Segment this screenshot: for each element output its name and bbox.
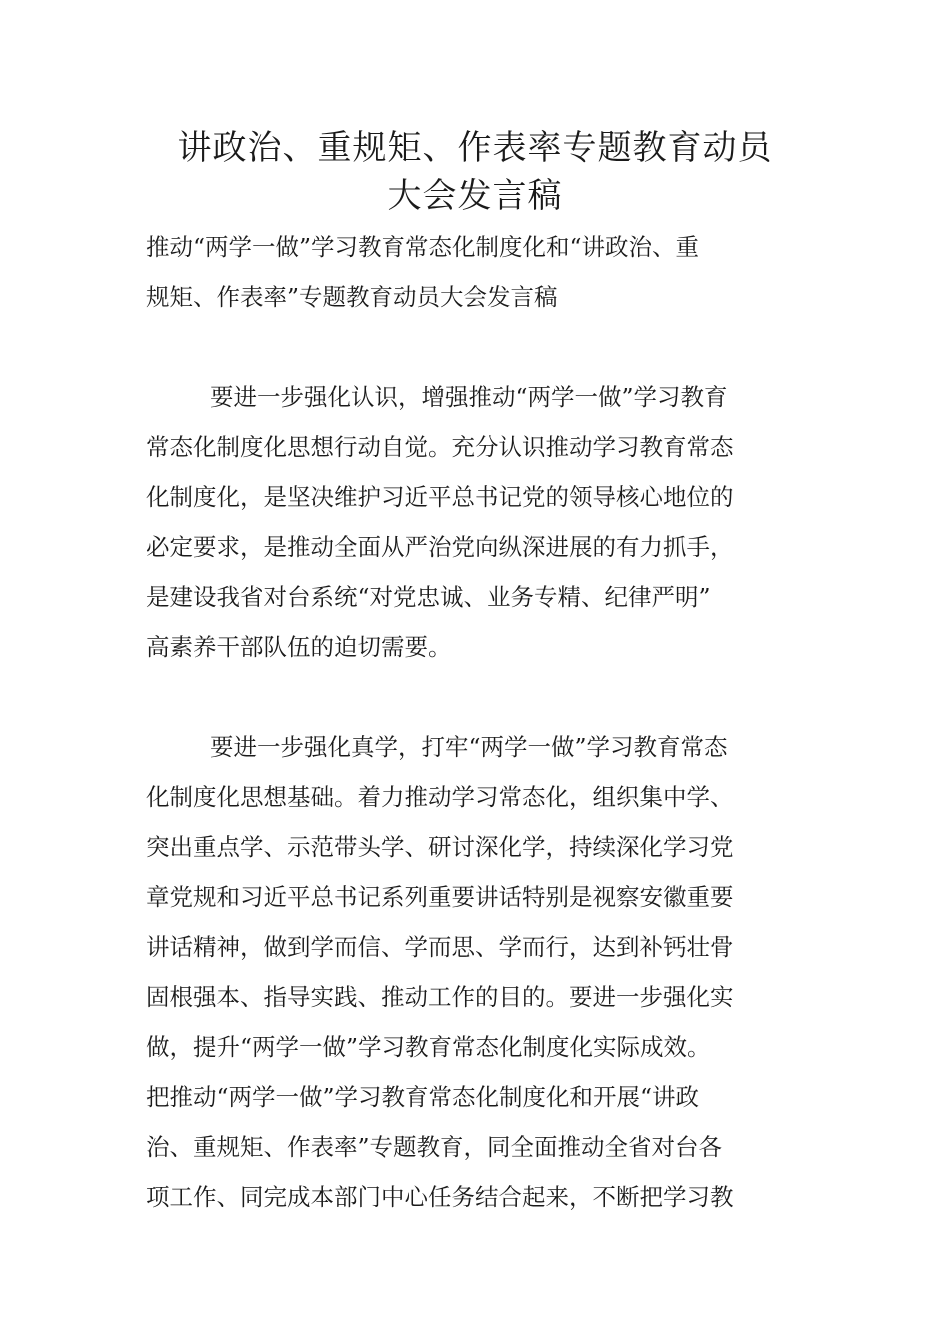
paragraph-line: 要进一步强化认识，增强推动“两学一做”学习教育 xyxy=(210,383,728,411)
paragraph-line: 项工作、同完成本部门中心任务结合起来，不断把学习教 xyxy=(146,1183,734,1211)
paragraph-line: 必定要求，是推动全面从严治党向纵深进展的有力抓手， xyxy=(146,533,734,561)
paragraph-2 xyxy=(146,722,808,1222)
paragraph-line: 治、重规矩、作表率”专题教育，同全面推动全省对台各 xyxy=(146,1133,723,1161)
paragraph-line: 高素养干部队伍的迫切需要。 xyxy=(146,633,452,661)
paragraph-line: 讲话精神，做到学而信、学而思、学而行，达到补钙壮骨 xyxy=(146,933,734,961)
document-title xyxy=(120,124,830,220)
paragraph-line: 是建设我省对台系统“对党忠诚、业务专精、纪律严明” xyxy=(146,583,711,611)
paragraph-line: 做，提升“两学一做”学习教育常态化制度化实际成效。 xyxy=(146,1033,711,1061)
document-subtitle xyxy=(146,222,808,322)
paragraph-line: 常态化制度化思想行动自觉。充分认识推动学习教育常态 xyxy=(146,433,734,461)
paragraph-1 xyxy=(146,372,808,672)
paragraph-line: 化制度化思想基础。着力推动学习常态化，组织集中学、 xyxy=(146,783,734,811)
title-line: 大会发言稿 xyxy=(387,176,563,216)
title-line: 讲政治、重规矩、作表率专题教育动员 xyxy=(177,128,773,168)
paragraph-line: 固根强本、指导实践、推动工作的目的。要进一步强化实 xyxy=(146,983,734,1011)
paragraph-line: 把推动“两学一做”学习教育常态化制度化和开展“讲政 xyxy=(146,1083,700,1111)
paragraph-line: 章党规和习近平总书记系列重要讲话特别是视察安徽重要 xyxy=(146,883,734,911)
subtitle-line: 推动“两学一做”学习教育常态化制度化和“讲政治、重 xyxy=(146,233,700,261)
paragraph-line: 要进一步强化真学，打牢“两学一做”学习教育常态 xyxy=(210,733,728,761)
paragraph-line: 化制度化，是坚决维护习近平总书记党的领导核心地位的 xyxy=(146,483,734,511)
subtitle-line: 规矩、作表率”专题教育动员大会发言稿 xyxy=(146,283,558,311)
paragraph-line: 突出重点学、示范带头学、研讨深化学，持续深化学习党 xyxy=(146,833,734,861)
